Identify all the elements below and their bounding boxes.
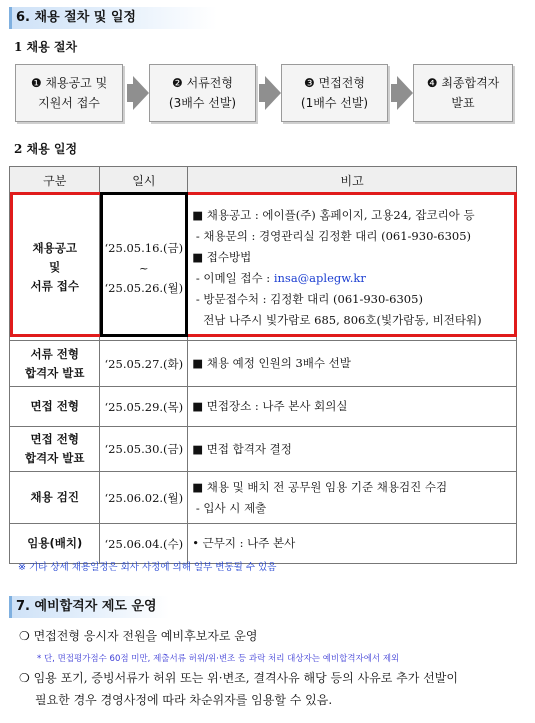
step-4-line1: 최종합격자 [441,76,500,90]
step-2-number: ❷ [172,76,183,90]
step-4-number: ❹ [426,76,438,90]
section-6-title: 6. 채용 절차 및 일정 [9,7,217,29]
row-remarks: • 근무지 : 나주 본사 [188,524,517,564]
email-label: - 이메일 접수 : [192,270,274,285]
row-remarks [188,195,517,341]
email-link[interactable]: insa@aplegw.kr [273,270,366,285]
step-2-line1: 서류전형 [186,76,233,90]
row-remarks: ■ 채용 예정 인원의 3배수 선발 [188,341,517,387]
header-date: 일시 [100,167,188,195]
step-1-number: ❶ [30,76,42,90]
arrow-icon [133,76,149,110]
row-remarks: ■ 면접장소 : 나주 본사 회의실 [188,387,517,427]
step-1-line1: 채용공고 및 [45,76,108,90]
table-row [10,195,517,341]
step-3-number: ❸ [304,76,315,90]
date-line: ~ [139,260,149,275]
step-3-line2: (1배수 선발) [300,96,369,110]
remark-line: ■ 채용 및 배치 전 공무원 임용 기준 채용검진 수검 [192,479,448,494]
table-row [10,472,517,524]
category-line: 및 [49,260,61,274]
row-category: 임용(배치) [10,524,100,564]
bullet-line: ❍ 임용 포기, 증빙서류가 허위 또는 위·변조, 결격사유 해당 등의 사유로 추가 선발이 [19,671,458,685]
remark-line: - 방문접수처 : 김정환 대리 (061-930-6305) [192,291,423,306]
row-category [10,341,100,387]
row-date: ‘25.06.04.(수) [100,524,188,564]
step-2 [149,64,256,122]
date-line: ‘25.05.26.(월) [104,280,184,295]
step-1-line2: 지원서 접수 [38,96,100,110]
step-3 [281,64,388,122]
category-line: 면접 전형 [30,432,79,446]
header-category: 구분 [10,167,100,195]
table-row [10,524,517,564]
category-line: 서류 전형 [30,346,79,361]
remark-line: 전남 나주시 빛가람로 685, 806호(빛가람동, 비전타워) [192,312,482,327]
table-row [10,427,517,472]
remark-line: ■ 접수방법 [192,249,252,264]
date-line: ‘25.05.16.(금) [104,240,184,255]
category-line: 채용공고 [32,241,77,255]
schedule-table [9,166,517,564]
section-7-title: 7. 예비합격자 제도 운영 [9,596,169,618]
category-line: 합격자 발표 [24,365,85,380]
remark-line [192,268,516,289]
header-remarks: 비고 [188,167,517,195]
arrow-icon [265,76,281,110]
row-date: ‘25.06.02.(월) [100,472,188,524]
procedure-subtitle: 1 채용 절차 [14,40,78,54]
exclusion-note: * 단, 면접평가점수 60점 미만, 제출서류 허위/위·변조 등 과락 처리 대상자는 예비합격자에서 제외 [37,654,400,664]
row-category: 면접 전형 [10,387,100,427]
category-line: 서류 접수 [30,279,79,293]
bullet-line: 필요한 경우 경영사정에 따라 차순위자를 임용할 수 있음. [35,693,333,707]
schedule-footnote: ※ 기타 상세 채용일정은 회사 사정에 의해 일부 변동될 수 있음 [18,562,277,573]
row-category [10,427,100,472]
step-3-line1: 면접전형 [318,76,365,90]
step-4-line2: 발표 [451,96,475,110]
row-date: ‘25.05.27.(화) [100,341,188,387]
row-date [100,195,188,341]
row-date: ‘25.05.29.(목) [100,387,188,427]
step-1 [15,64,123,122]
row-category: 채용 검진 [10,472,100,524]
remark-line: - 입사 시 제출 [192,500,267,515]
step-2-line2: (3배수 선발) [168,96,237,110]
table-row [10,341,517,387]
remark-line: ■ 채용공고 : 에이플(주) 홈페이지, 고용24, 잡코리아 등 [192,207,475,222]
step-4 [413,64,513,122]
arrow-icon [397,76,413,110]
table-row [10,387,517,427]
row-remarks [188,472,517,524]
row-remarks: ■ 면접 합격자 결정 [188,427,517,472]
schedule-subtitle: 2 채용 일정 [14,142,78,156]
row-date: ‘25.05.30.(금) [100,427,188,472]
bullet-line: ❍ 면접전형 응시자 전원을 예비후보자로 운영 [19,629,258,643]
row-category [10,195,100,341]
table-header-row [10,167,517,195]
remark-line: - 채용문의 : 경영관리실 김정환 대리 (061-930-6305) [192,228,472,243]
category-line: 합격자 발표 [24,451,85,465]
